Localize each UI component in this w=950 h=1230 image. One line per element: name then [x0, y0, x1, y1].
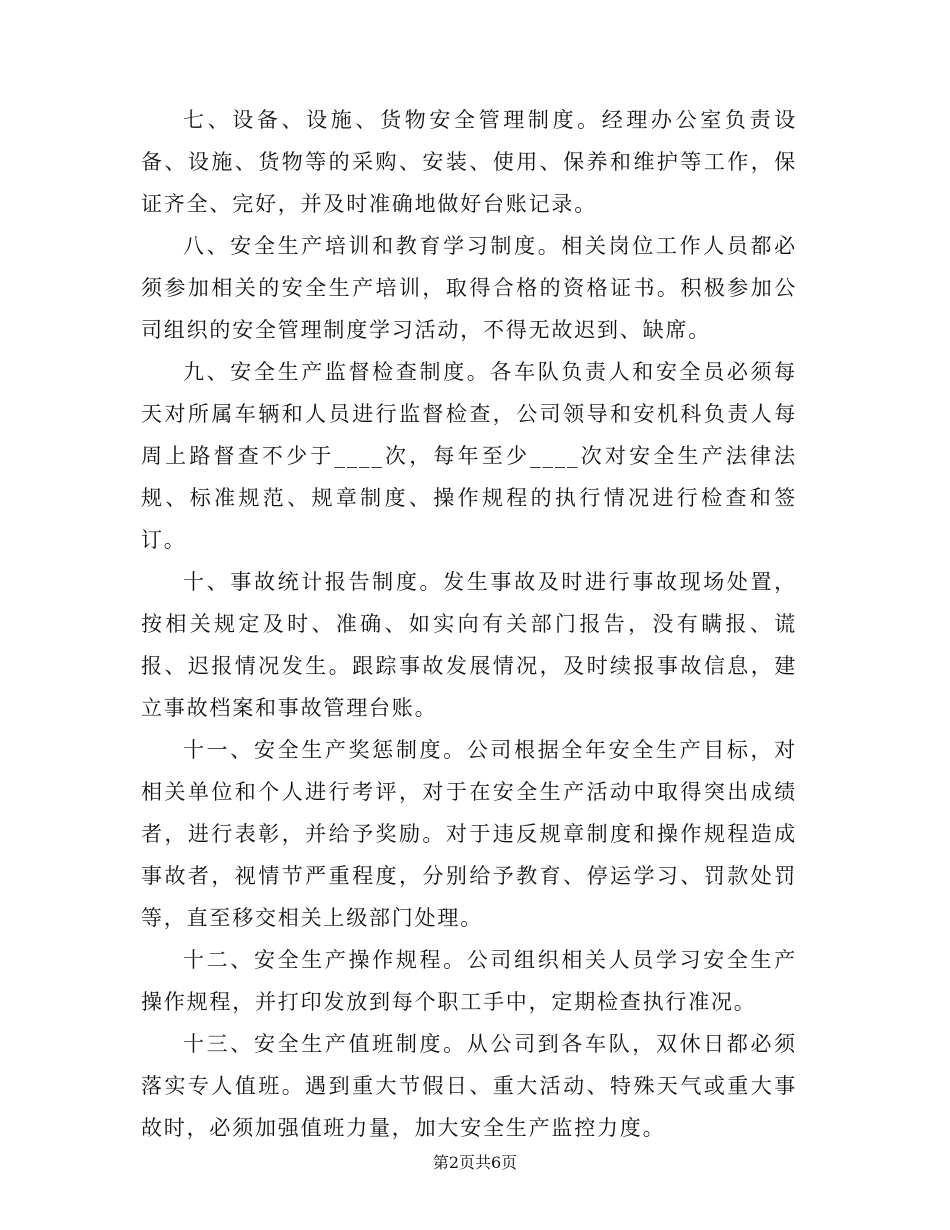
paragraph-equipment-safety: 七、设备、设施、货物安全管理制度。经理办公室负责设备、设施、货物等的采购、安装、使用、保养和维护等工作，保证齐全、完好，并及时准确地做好台账记录。 — [141, 108, 797, 216]
page-number: 第2页共6页 — [432, 1153, 518, 1172]
paragraph-training: 八、安全生产培训和教育学习制度。相关岗位工作人员都必须参加相关的安全生产培训，取得合格的资格证书。积极参加公司组织的安全管理制度学习活动，不得无故迟到、缺席。 — [141, 234, 797, 342]
paragraph-rewards-penalties: 十一、安全生产奖惩制度。公司根据全年安全生产目标，对相关单位和个人进行考评，对于在安全生产活动中取得突出成绩者，进行表彰，并给予奖励。对于违反规章制度和操作规程造成事故者，视情节严重程度，分别给予教育、停运学习、罚款处罚等，直至移交相关上级部门处理。 — [141, 738, 797, 930]
paragraph-operating-procedures: 十二、安全生产操作规程。公司组织相关人员学习安全生产操作规程，并打印发放到每个职工手中，定期检查执行准况。 — [141, 948, 797, 1014]
document-body — [141, 99, 797, 1149]
paragraph-inspection: 九、安全生产监督检查制度。各车队负责人和安全员必须每天对所属车辆和人员进行监督检查，公司领导和安机科负责人每周上路督查不少于____次，每年至少____次对安全生产法律法规、标准规范、规章制度、操作规程的执行情况进行检查和签订。 — [141, 360, 797, 552]
paragraph-duty-system: 十三、安全生产值班制度。从公司到各车队，双休日都必须落实专人值班。遇到重大节假日、重大活动、特殊天气或重大事故时，必须加强值班力量，加大安全生产监控力度。 — [141, 1032, 797, 1140]
paragraph-accident-reporting: 十、事故统计报告制度。发生事故及时进行事故现场处置，按相关规定及时、准确、如实向有关部门报告，没有瞒报、谎报、迟报情况发生。跟踪事故发展情况，及时续报事故信息，建立事故档案和事故管理台账。 — [141, 570, 797, 720]
